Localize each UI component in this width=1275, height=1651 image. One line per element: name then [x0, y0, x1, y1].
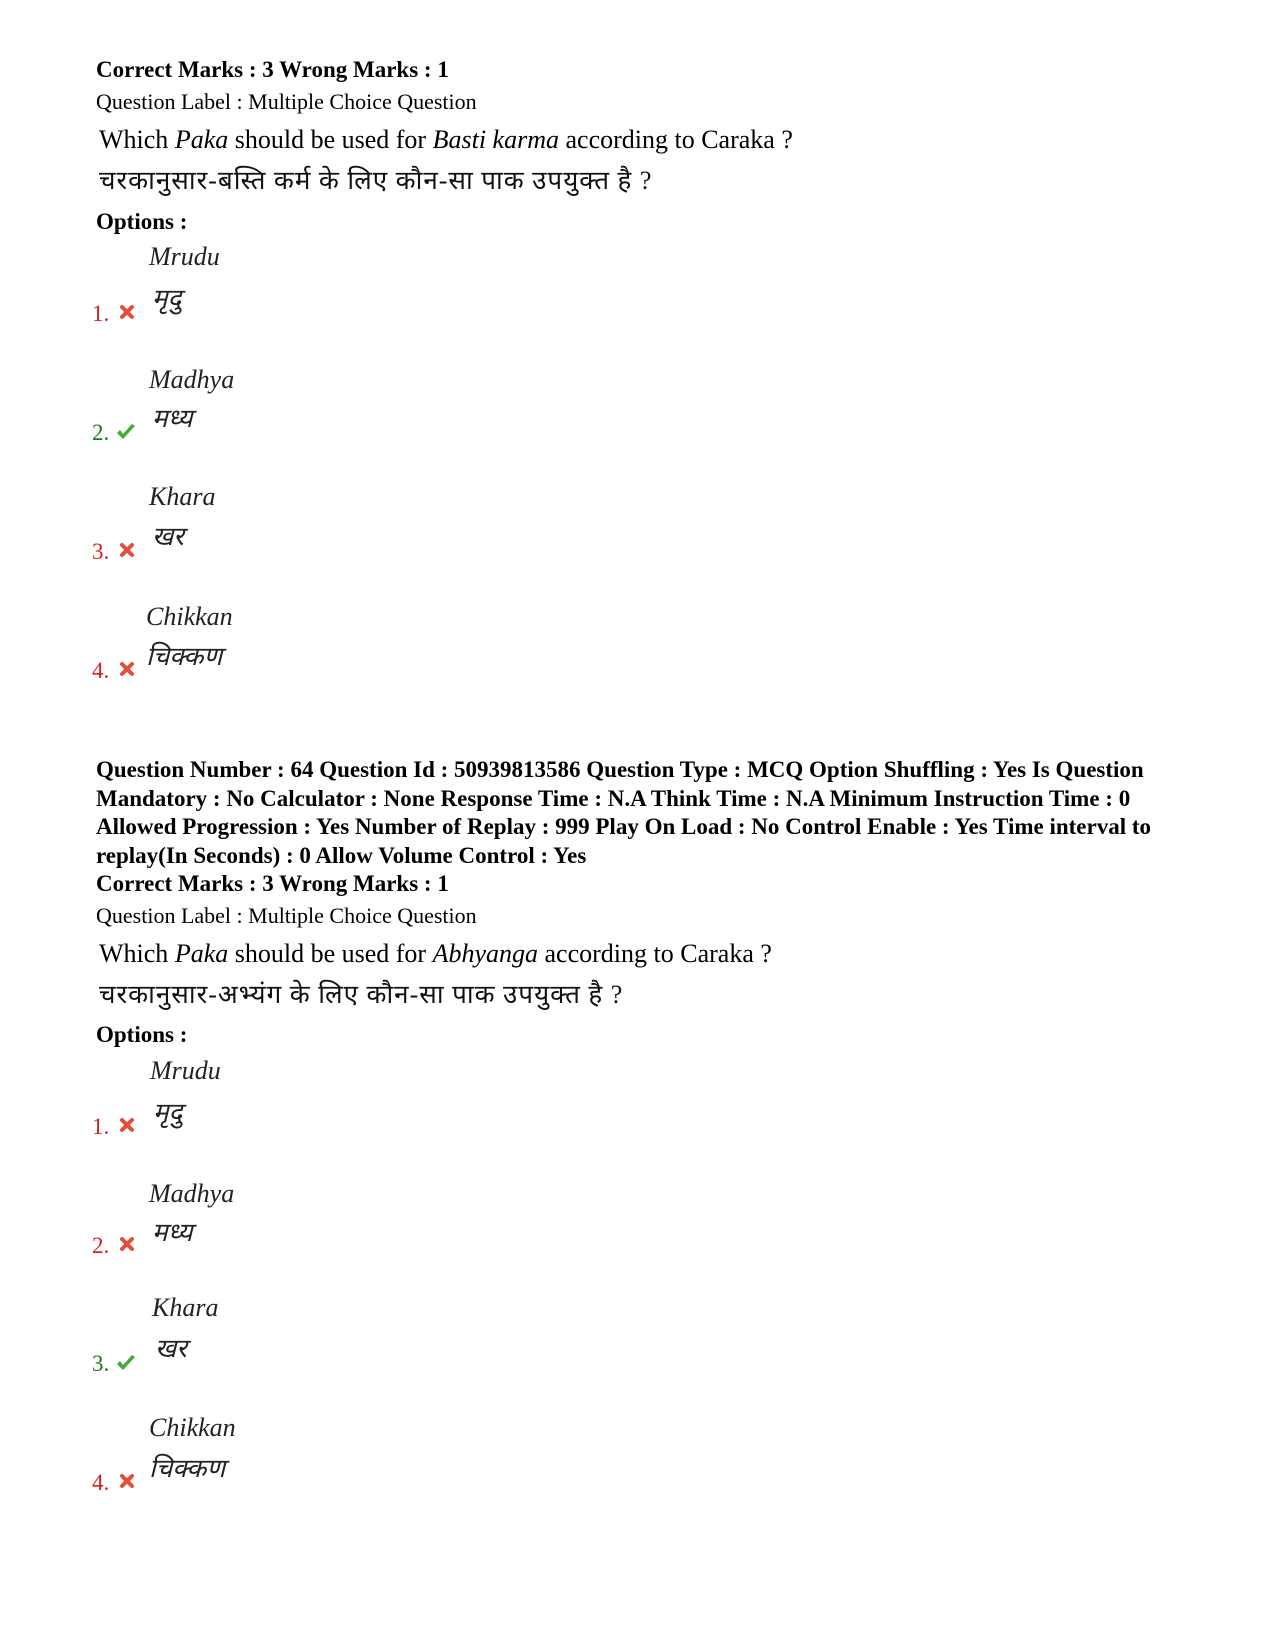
check-mark-icon	[115, 421, 137, 443]
option-number: 1.	[92, 1114, 110, 1139]
option-number: 3.	[92, 539, 110, 564]
cross-mark-icon	[117, 1115, 139, 1137]
q63-question-part: Which	[99, 125, 175, 154]
option-number: 4.	[92, 1470, 110, 1495]
q64-question-part: according to Caraka ?	[538, 939, 772, 968]
cross-mark-icon	[117, 302, 139, 324]
q64-question-part: Which	[99, 939, 175, 968]
option-label-en: Mrudu	[150, 1056, 221, 1085]
q63-marks: Correct Marks : 3 Wrong Marks : 1	[96, 57, 449, 82]
option-number: 4.	[92, 658, 110, 683]
option-label-hi: मृदु	[153, 1098, 183, 1127]
cross-mark-icon	[117, 540, 139, 562]
option-label-en: Chikkan	[146, 602, 233, 631]
option-number: 2.	[92, 420, 110, 445]
q63-question-part: should be used for	[228, 125, 433, 154]
q63-question-label: Question Label : Multiple Choice Question	[96, 89, 477, 114]
option-label-en: Khara	[149, 482, 216, 511]
option-label-hi: मृदु	[152, 284, 182, 313]
option-label-hi: खर	[152, 522, 184, 551]
option-number: 3.	[92, 1351, 110, 1376]
q64-options-label: Options :	[96, 1022, 188, 1047]
option-label-en: Mrudu	[149, 242, 220, 271]
q63-options-label: Options :	[96, 209, 188, 234]
q64-question-term: Abhyanga	[432, 939, 539, 968]
q64-question-text-hi: चरकानुसार-अभ्यंग के लिए कौन-सा पाक उपयुक्त है ?	[99, 980, 624, 1009]
q64-marks: Correct Marks : 3 Wrong Marks : 1	[96, 871, 449, 896]
q64-question-part: should be used for	[228, 939, 433, 968]
q64-metadata: Question Number : 64 Question Id : 50939813586 Question Type : MCQ Option Shuffling : Yes Is Question Mandatory : No Calculator : None Response Time : N.A Think Time : N.A Minimum Instruction Time : 0 Allowed Progression : Yes Number of Replay : 999 Play On Load : No Control Enable : Yes Time interval to replay(In Seconds) : 0 Allow Volume Control : Yes	[96, 757, 1152, 868]
option-label-en: Madhya	[149, 1179, 235, 1208]
option-label-hi: खर	[155, 1334, 187, 1363]
cross-mark-icon	[117, 1234, 139, 1256]
q64-question-text-en	[99, 938, 1199, 970]
q63-question-term-paka: Paka	[174, 125, 229, 154]
check-mark-icon	[115, 1352, 137, 1374]
option-number: 1.	[92, 301, 110, 326]
q63-question-term: Basti karma	[432, 125, 559, 154]
q63-question-text-hi: चरकानुसार-बस्ति कर्म के लिए कौन-सा पाक उपयुक्त है ?	[99, 166, 653, 195]
q63-question-part: according to Caraka ?	[558, 125, 793, 154]
q63-question-text-en	[99, 124, 1199, 156]
cross-mark-icon	[117, 659, 139, 681]
option-label-hi: मध्य	[152, 1218, 193, 1247]
q64-question-label: Question Label : Multiple Choice Question	[96, 903, 477, 928]
option-label-hi: मध्य	[152, 404, 193, 433]
option-label-hi: चिक्कण	[149, 1454, 226, 1483]
cross-mark-icon	[117, 1471, 139, 1493]
option-label-en: Chikkan	[149, 1413, 236, 1442]
q64-question-term-paka: Paka	[174, 939, 229, 968]
option-label-hi: चिक्कण	[146, 642, 223, 671]
option-label-en: Madhya	[149, 365, 235, 394]
option-label-en: Khara	[152, 1293, 219, 1322]
option-number: 2.	[92, 1233, 110, 1258]
